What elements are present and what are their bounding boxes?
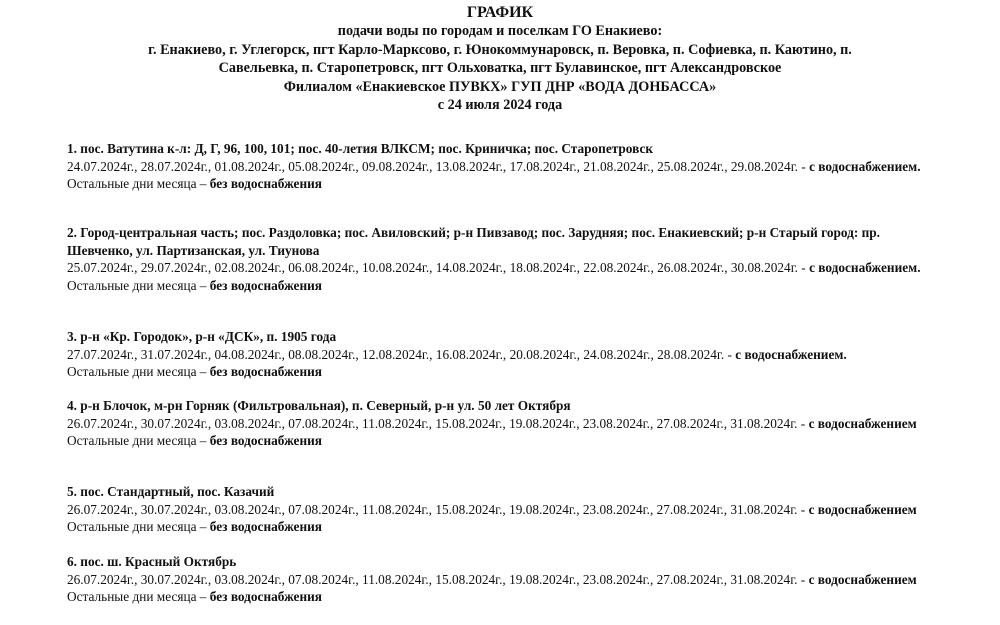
dates-list: 26.07.2024г., 30.07.2024г., 03.08.2024г., 07.08.2024г., 11.08.2024г., 15.08.2024г., 19.08.2024г., 23.08.2024г., 27.08.2024г., 31.08.2024г. -: [67, 415, 809, 431]
header-organization: Филиалом «Енакиевское ПУВКХ» ГУП ДНР «ВОДА ДОНБАССА»: [283, 78, 717, 95]
schedule-section-6: [67, 553, 933, 606]
section-title: 1. пос. Ватутина к-л: Д, Г, 96, 100, 101; пос. 40-летия ВЛКСМ; пос. Криничка; пос. Старопетровск: [67, 141, 654, 156]
section-title: 5. пос. Стандартный, пос. Казачий: [67, 484, 275, 499]
other-days-note: [67, 518, 933, 536]
dates-list: 27.07.2024г., 31.07.2024г., 04.08.2024г., 08.08.2024г., 12.08.2024г., 16.08.2024г., 20.08.2024г., 24.08.2024г., 28.08.2024г. -: [67, 346, 736, 362]
other-days-note: [67, 432, 933, 450]
supply-status: с водоснабжением: [808, 571, 917, 587]
dates-list: 25.07.2024г., 29.07.2024г., 02.08.2024г., 06.08.2024г., 10.08.2024г., 14.08.2024г., 18.08.2024г., 22.08.2024г., 26.08.2024г., 30.08.2024г. -: [67, 260, 810, 275]
supply-status: с водоснабжением: [808, 501, 917, 517]
schedule-section-2: [67, 224, 933, 294]
section-title: 4. р-н Блочок, м-рн Горняк (Фильтровальная), п. Северный, р-н ул. 50 лет Октября: [67, 398, 571, 413]
dates-list: 26.07.2024г., 30.07.2024г., 03.08.2024г., 07.08.2024г., 11.08.2024г., 15.08.2024г., 19.08.2024г., 23.08.2024г., 27.08.2024г., 31.08.2024г. -: [67, 571, 809, 587]
other-days-prefix: Остальные дни месяца –: [67, 519, 210, 534]
section-dates: [67, 259, 933, 277]
no-supply-label: без водоснабжения: [209, 519, 322, 534]
other-days-note: [67, 175, 933, 193]
section-dates: [67, 346, 933, 364]
no-supply-label: без водоснабжения: [209, 176, 322, 191]
document-header: [40, 4, 960, 115]
section-dates: [67, 415, 933, 433]
other-days-prefix: Остальные дни месяца –: [67, 433, 210, 448]
other-days-prefix: Остальные дни месяца –: [67, 176, 210, 191]
other-days-prefix: Остальные дни месяца –: [67, 364, 210, 379]
no-supply-label: без водоснабжения: [209, 277, 322, 293]
other-days-note: [67, 588, 933, 606]
header-subtitle: подачи воды по городам и поселкам ГО Енакиево:: [337, 23, 663, 39]
other-days-note: [67, 363, 933, 381]
section-dates: [67, 158, 933, 176]
other-days-prefix: Остальные дни месяца –: [67, 589, 210, 604]
section-dates: [67, 501, 933, 519]
schedule-section-4: [67, 397, 933, 450]
schedule-section-3: [67, 328, 933, 381]
other-days-note: [67, 277, 933, 295]
no-supply-label: без водоснабжения: [209, 589, 322, 604]
dates-list: 26.07.2024г., 30.07.2024г., 03.08.2024г., 07.08.2024г., 11.08.2024г., 15.08.2024г., 19.08.2024г., 23.08.2024г., 27.08.2024г., 31.08.2024г. -: [67, 501, 809, 517]
header-effective-date: с 24 июля 2024 года: [437, 97, 563, 114]
section-dates: [67, 571, 933, 589]
supply-status: с водоснабжением.: [735, 346, 847, 362]
document-title: ГРАФИК: [466, 4, 534, 21]
header-localities-line-1: г. Енакиево, г. Углегорск, пгт Карло-Марксово, г. Юнокоммунаровск, п. Веровка, п. Софиевка, п. Каютино, п.: [148, 41, 852, 58]
other-days-prefix: Остальные дни месяца –: [67, 277, 210, 293]
header-localities-line-2: Савельевка, п. Старопетровск, пгт Ольховатка, пгт Булавинское, пгт Александровское: [218, 60, 782, 77]
no-supply-label: без водоснабжения: [209, 433, 322, 448]
supply-status: с водоснабжением.: [809, 158, 921, 174]
section-title: 2. Город-центральная часть; пос. Раздоловка; пос. Авиловский; р-н Пивзавод; пос. Зарудняя; пос. Енакиевский; р-н Старый город: пр. Шевченко, ул. Партизанская, ул. Тиунова: [67, 225, 880, 258]
schedule-section-5: [67, 483, 933, 536]
schedule-section-1: [67, 140, 933, 193]
section-title: 3. р-н «Кр. Городок», р-н «ДСК», п. 1905 года: [67, 329, 337, 344]
no-supply-label: без водоснабжения: [209, 364, 322, 379]
dates-list: 24.07.2024г., 28.07.2024г., 01.08.2024г., 05.08.2024г., 09.08.2024г., 13.08.2024г., 17.08.2024г., 21.08.2024г., 25.08.2024г., 29.08.2024г. -: [67, 158, 810, 174]
section-title: 6. пос. ш. Красный Октябрь: [67, 554, 237, 569]
supply-status: с водоснабжением: [808, 415, 917, 431]
supply-status: с водоснабжением.: [809, 260, 921, 275]
